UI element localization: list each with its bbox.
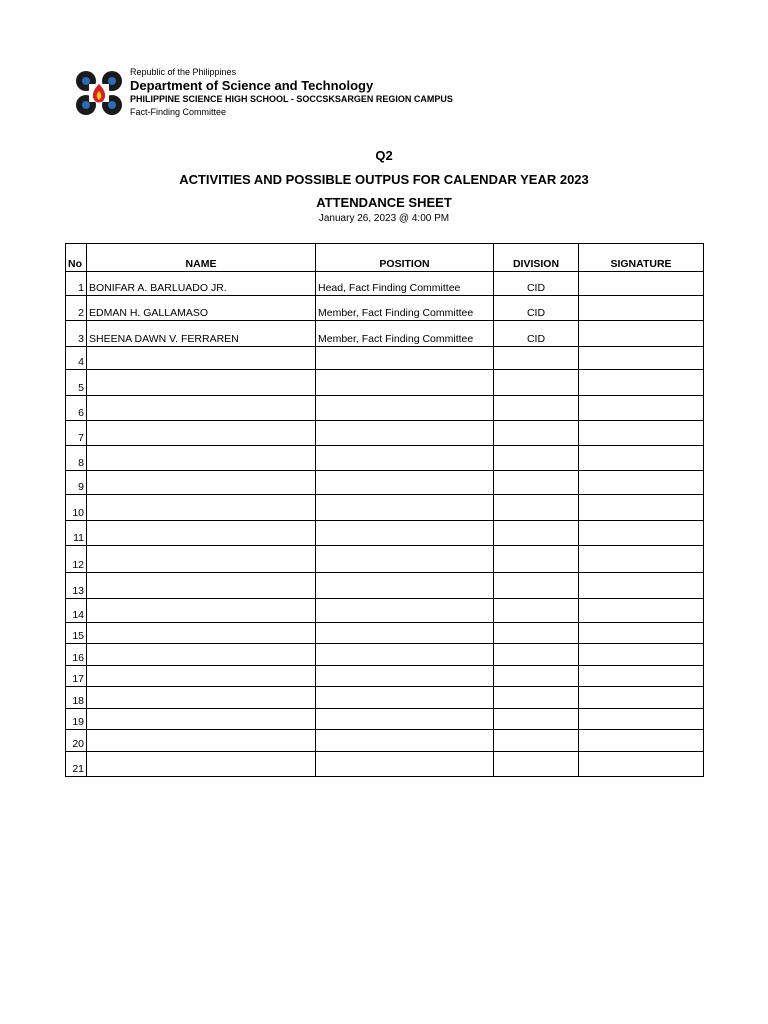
row-number: 18 xyxy=(66,687,87,709)
signature-cell xyxy=(579,495,704,521)
position-cell xyxy=(316,730,494,752)
row-number: 16 xyxy=(66,644,87,666)
name-cell xyxy=(87,495,316,521)
row-number: 10 xyxy=(66,495,87,521)
row-number: 12 xyxy=(66,546,87,573)
table-row xyxy=(66,321,704,347)
name-cell xyxy=(87,644,316,666)
table-row xyxy=(66,573,704,599)
row-number: 4 xyxy=(66,347,87,370)
department-name: Department of Science and Technology xyxy=(130,78,374,93)
name-cell xyxy=(87,347,316,370)
signature-cell xyxy=(579,296,704,321)
table-row xyxy=(66,347,704,370)
signature-cell xyxy=(579,573,704,599)
school-name: PHILIPPINE SCIENCE HIGH SCHOOL - SOCCSKSARGEN REGION CAMPUS xyxy=(130,94,453,104)
table-row xyxy=(66,421,704,446)
row-number: 20 xyxy=(66,730,87,752)
signature-cell xyxy=(579,471,704,495)
table-row xyxy=(66,666,704,687)
division-cell xyxy=(494,687,579,709)
republic-text: Republic of the Philippines xyxy=(130,67,237,77)
division-cell xyxy=(494,396,579,421)
header-position: POSITION xyxy=(316,244,494,272)
position-cell xyxy=(316,599,494,623)
signature-cell xyxy=(579,321,704,347)
signature-cell xyxy=(579,347,704,370)
position-cell xyxy=(316,666,494,687)
name-cell: BONIFAR A. BARLUADO JR. xyxy=(87,272,316,296)
name-cell xyxy=(87,687,316,709)
committee-name: Fact-Finding Committee xyxy=(130,107,227,117)
position-cell xyxy=(316,573,494,599)
position-cell xyxy=(316,752,494,777)
name-cell xyxy=(87,730,316,752)
division-cell: CID xyxy=(494,272,579,296)
position-cell xyxy=(316,446,494,471)
signature-cell xyxy=(579,370,704,396)
row-number: 15 xyxy=(66,623,87,644)
table-row xyxy=(66,495,704,521)
division-cell xyxy=(494,347,579,370)
row-number: 1 xyxy=(66,272,87,296)
division-cell xyxy=(494,623,579,644)
signature-cell xyxy=(579,446,704,471)
division-cell xyxy=(494,709,579,730)
attendance-table xyxy=(65,243,704,777)
name-cell: SHEENA DAWN V. FERRAREN xyxy=(87,321,316,347)
row-number: 5 xyxy=(66,370,87,396)
division-cell xyxy=(494,599,579,623)
signature-cell xyxy=(579,521,704,546)
name-cell xyxy=(87,709,316,730)
row-number: 13 xyxy=(66,573,87,599)
division-cell xyxy=(494,471,579,495)
row-number: 14 xyxy=(66,599,87,623)
division-cell xyxy=(494,730,579,752)
table-row xyxy=(66,752,704,777)
name-cell xyxy=(87,370,316,396)
row-number: 3 xyxy=(66,321,87,347)
position-cell xyxy=(316,521,494,546)
signature-cell xyxy=(579,644,704,666)
row-number: 17 xyxy=(66,666,87,687)
position-cell xyxy=(316,396,494,421)
sheet-title: ATTENDANCE SHEET xyxy=(316,195,452,210)
row-number: 6 xyxy=(66,396,87,421)
division-cell xyxy=(494,421,579,446)
signature-cell xyxy=(579,599,704,623)
pshs-logo-icon xyxy=(74,70,124,116)
row-number: 2 xyxy=(66,296,87,321)
division-cell xyxy=(494,573,579,599)
table-row xyxy=(66,623,704,644)
position-cell xyxy=(316,623,494,644)
name-cell xyxy=(87,471,316,495)
table-row xyxy=(66,446,704,471)
position-cell xyxy=(316,546,494,573)
name-cell xyxy=(87,396,316,421)
row-number: 19 xyxy=(66,709,87,730)
table-row xyxy=(66,709,704,730)
table-row xyxy=(66,521,704,546)
position-cell xyxy=(316,687,494,709)
position-cell xyxy=(316,471,494,495)
division-cell xyxy=(494,546,579,573)
division-cell xyxy=(494,666,579,687)
signature-cell xyxy=(579,272,704,296)
position-cell: Head, Fact Finding Committee xyxy=(316,272,494,296)
name-cell xyxy=(87,623,316,644)
division-cell xyxy=(494,370,579,396)
position-cell xyxy=(316,495,494,521)
header-name: NAME xyxy=(87,244,316,272)
table-row xyxy=(66,370,704,396)
name-cell: EDMAN H. GALLAMASO xyxy=(87,296,316,321)
signature-cell xyxy=(579,709,704,730)
event-date: January 26, 2023 @ 4:00 PM xyxy=(318,213,450,224)
header-signature: SIGNATURE xyxy=(579,244,704,272)
row-number: 21 xyxy=(66,752,87,777)
signature-cell xyxy=(579,730,704,752)
header-no: No xyxy=(66,244,87,272)
row-number: 7 xyxy=(66,421,87,446)
name-cell xyxy=(87,666,316,687)
position-cell xyxy=(316,421,494,446)
table-row xyxy=(66,599,704,623)
signature-cell xyxy=(579,687,704,709)
row-number: 9 xyxy=(66,471,87,495)
table-header-row xyxy=(66,244,704,272)
signature-cell xyxy=(579,396,704,421)
quarter-title: Q2 xyxy=(375,148,393,163)
name-cell xyxy=(87,546,316,573)
row-number: 11 xyxy=(66,521,87,546)
table-row xyxy=(66,546,704,573)
document-title: ACTIVITIES AND POSSIBLE OUTPUS FOR CALENDAR YEAR 2023 xyxy=(179,172,589,187)
signature-cell xyxy=(579,623,704,644)
signature-cell xyxy=(579,546,704,573)
position-cell: Member, Fact Finding Committee xyxy=(316,321,494,347)
name-cell xyxy=(87,599,316,623)
name-cell xyxy=(87,421,316,446)
division-cell xyxy=(494,446,579,471)
header-division: DIVISION xyxy=(494,244,579,272)
name-cell xyxy=(87,521,316,546)
table-row xyxy=(66,730,704,752)
signature-cell xyxy=(579,666,704,687)
position-cell xyxy=(316,709,494,730)
position-cell xyxy=(316,347,494,370)
name-cell xyxy=(87,573,316,599)
signature-cell xyxy=(579,752,704,777)
division-cell xyxy=(494,521,579,546)
table-row xyxy=(66,296,704,321)
division-cell xyxy=(494,644,579,666)
division-cell: CID xyxy=(494,296,579,321)
attendance-rows xyxy=(66,272,704,777)
table-row xyxy=(66,471,704,495)
row-number: 8 xyxy=(66,446,87,471)
division-cell xyxy=(494,752,579,777)
table-row xyxy=(66,687,704,709)
position-cell xyxy=(316,644,494,666)
name-cell xyxy=(87,752,316,777)
table-row xyxy=(66,272,704,296)
name-cell xyxy=(87,446,316,471)
position-cell xyxy=(316,370,494,396)
table-row xyxy=(66,644,704,666)
table-row xyxy=(66,396,704,421)
division-cell xyxy=(494,495,579,521)
signature-cell xyxy=(579,421,704,446)
position-cell: Member, Fact Finding Committee xyxy=(316,296,494,321)
division-cell: CID xyxy=(494,321,579,347)
